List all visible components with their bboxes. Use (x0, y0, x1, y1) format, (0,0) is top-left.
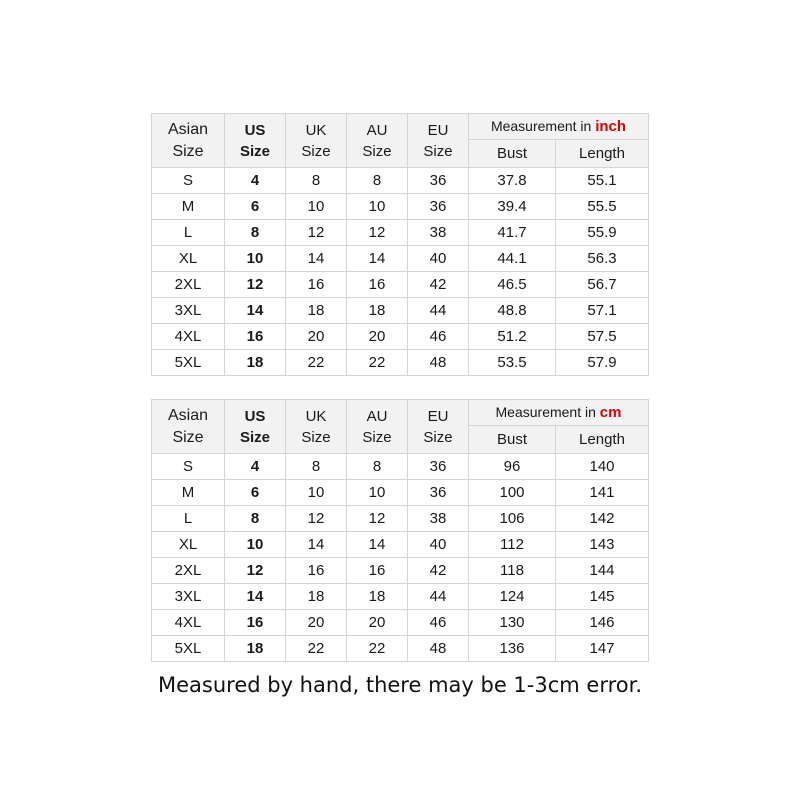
table-row (152, 506, 649, 532)
header-uk-size: UK Size (286, 114, 347, 168)
cell-uk-size: 12 (286, 506, 347, 532)
cell-au-size: 22 (347, 636, 408, 662)
cell-uk-size: 16 (286, 558, 347, 584)
cell-au-size: 8 (347, 454, 408, 480)
header-length: Length (556, 426, 649, 454)
cell-uk-size: 12 (286, 220, 347, 246)
cell-us-size: 14 (225, 298, 286, 324)
measurement-unit-inch: inch (595, 118, 627, 136)
cell-uk-size: 22 (286, 636, 347, 662)
cell-bust: 53.5 (469, 350, 556, 376)
cell-bust: 46.5 (469, 272, 556, 298)
cell-length: 143 (556, 532, 649, 558)
cell-uk-size: 20 (286, 324, 347, 350)
cell-bust: 100 (469, 480, 556, 506)
cell-us-size: 8 (225, 506, 286, 532)
cell-length: 55.1 (556, 168, 649, 194)
cell-asian-size: L (152, 220, 225, 246)
cell-asian-size: M (152, 480, 225, 506)
size-chart-cm-table (151, 399, 649, 662)
cell-bust: 130 (469, 610, 556, 636)
header-measurement-inch: Measurement in inch (469, 114, 649, 140)
cell-us-size: 4 (225, 454, 286, 480)
cell-us-size: 16 (225, 610, 286, 636)
cell-eu-size: 42 (408, 558, 469, 584)
size-chart-inch-table (151, 113, 649, 376)
header-asian-size: Asian Size (152, 400, 225, 454)
cell-us-size: 14 (225, 584, 286, 610)
measurement-unit-cm: cm (599, 404, 622, 422)
cell-uk-size: 14 (286, 246, 347, 272)
header-us-size: US Size (225, 400, 286, 454)
header-measurement-cm: Measurement in cm (469, 400, 649, 426)
cell-eu-size: 36 (408, 168, 469, 194)
cell-asian-size: 2XL (152, 558, 225, 584)
cell-us-size: 12 (225, 272, 286, 298)
cell-uk-size: 10 (286, 194, 347, 220)
cell-length: 57.5 (556, 324, 649, 350)
cell-au-size: 18 (347, 298, 408, 324)
header-au-size: AU Size (347, 114, 408, 168)
table-row (152, 480, 649, 506)
table-row (152, 636, 649, 662)
cell-uk-size: 20 (286, 610, 347, 636)
cell-uk-size: 8 (286, 454, 347, 480)
header-bust: Bust (469, 140, 556, 168)
cell-us-size: 4 (225, 168, 286, 194)
cell-eu-size: 44 (408, 298, 469, 324)
cell-asian-size: 4XL (152, 610, 225, 636)
cell-us-size: 6 (225, 480, 286, 506)
cell-au-size: 8 (347, 168, 408, 194)
cell-bust: 96 (469, 454, 556, 480)
cell-uk-size: 18 (286, 584, 347, 610)
cell-eu-size: 38 (408, 506, 469, 532)
table-row (152, 298, 649, 324)
cell-eu-size: 46 (408, 324, 469, 350)
cell-asian-size: S (152, 454, 225, 480)
table-row (152, 532, 649, 558)
cell-length: 141 (556, 480, 649, 506)
cell-asian-size: S (152, 168, 225, 194)
cell-au-size: 16 (347, 272, 408, 298)
cell-us-size: 12 (225, 558, 286, 584)
cell-uk-size: 10 (286, 480, 347, 506)
cell-bust: 44.1 (469, 246, 556, 272)
table-row (152, 194, 649, 220)
table-row (152, 246, 649, 272)
header-uk-size: UK Size (286, 400, 347, 454)
cell-length: 147 (556, 636, 649, 662)
table-row (152, 584, 649, 610)
cell-eu-size: 48 (408, 636, 469, 662)
cell-length: 145 (556, 584, 649, 610)
cell-uk-size: 14 (286, 532, 347, 558)
cell-au-size: 12 (347, 506, 408, 532)
cell-bust: 124 (469, 584, 556, 610)
cell-length: 55.9 (556, 220, 649, 246)
cell-asian-size: L (152, 506, 225, 532)
header-eu-size: EU Size (408, 400, 469, 454)
cell-bust: 51.2 (469, 324, 556, 350)
cell-au-size: 14 (347, 246, 408, 272)
cell-asian-size: XL (152, 246, 225, 272)
cell-eu-size: 40 (408, 246, 469, 272)
cell-eu-size: 46 (408, 610, 469, 636)
cell-length: 55.5 (556, 194, 649, 220)
cell-bust: 48.8 (469, 298, 556, 324)
cell-length: 56.3 (556, 246, 649, 272)
cell-length: 146 (556, 610, 649, 636)
cell-au-size: 10 (347, 480, 408, 506)
cell-eu-size: 36 (408, 454, 469, 480)
cell-uk-size: 8 (286, 168, 347, 194)
table-row (152, 558, 649, 584)
header-eu-size: EU Size (408, 114, 469, 168)
header-us-size: US Size (225, 114, 286, 168)
cell-au-size: 18 (347, 584, 408, 610)
cell-length: 56.7 (556, 272, 649, 298)
cell-bust: 112 (469, 532, 556, 558)
cell-au-size: 12 (347, 220, 408, 246)
cell-asian-size: 3XL (152, 298, 225, 324)
cell-bust: 41.7 (469, 220, 556, 246)
cell-asian-size: 5XL (152, 350, 225, 376)
cell-us-size: 18 (225, 636, 286, 662)
table-row (152, 610, 649, 636)
cell-us-size: 8 (225, 220, 286, 246)
cell-bust: 39.4 (469, 194, 556, 220)
cell-us-size: 16 (225, 324, 286, 350)
cell-asian-size: 4XL (152, 324, 225, 350)
table-row (152, 272, 649, 298)
table-row (152, 168, 649, 194)
cell-length: 142 (556, 506, 649, 532)
table-row (152, 454, 649, 480)
table-row (152, 350, 649, 376)
cell-eu-size: 44 (408, 584, 469, 610)
cell-au-size: 16 (347, 558, 408, 584)
measurement-note: Measured by hand, there may be 1-3cm error. (157, 673, 642, 697)
header-length: Length (556, 140, 649, 168)
cell-uk-size: 16 (286, 272, 347, 298)
table-row (152, 220, 649, 246)
cell-bust: 106 (469, 506, 556, 532)
cell-us-size: 6 (225, 194, 286, 220)
header-asian-size: Asian Size (152, 114, 225, 168)
cell-eu-size: 36 (408, 194, 469, 220)
cell-asian-size: M (152, 194, 225, 220)
cell-asian-size: 2XL (152, 272, 225, 298)
cell-asian-size: 3XL (152, 584, 225, 610)
cell-eu-size: 36 (408, 480, 469, 506)
cell-eu-size: 42 (408, 272, 469, 298)
cell-us-size: 10 (225, 532, 286, 558)
cell-au-size: 20 (347, 324, 408, 350)
cell-length: 57.9 (556, 350, 649, 376)
header-bust: Bust (469, 426, 556, 454)
cell-length: 144 (556, 558, 649, 584)
cell-us-size: 18 (225, 350, 286, 376)
table-row (152, 324, 649, 350)
cell-bust: 37.8 (469, 168, 556, 194)
cell-au-size: 14 (347, 532, 408, 558)
cell-bust: 118 (469, 558, 556, 584)
cell-au-size: 10 (347, 194, 408, 220)
cell-uk-size: 18 (286, 298, 347, 324)
cell-length: 140 (556, 454, 649, 480)
header-au-size: AU Size (347, 400, 408, 454)
cell-au-size: 22 (347, 350, 408, 376)
cell-length: 57.1 (556, 298, 649, 324)
cell-au-size: 20 (347, 610, 408, 636)
cell-bust: 136 (469, 636, 556, 662)
cell-us-size: 10 (225, 246, 286, 272)
cell-eu-size: 48 (408, 350, 469, 376)
cell-eu-size: 40 (408, 532, 469, 558)
cell-asian-size: XL (152, 532, 225, 558)
cell-asian-size: 5XL (152, 636, 225, 662)
cell-uk-size: 22 (286, 350, 347, 376)
cell-eu-size: 38 (408, 220, 469, 246)
